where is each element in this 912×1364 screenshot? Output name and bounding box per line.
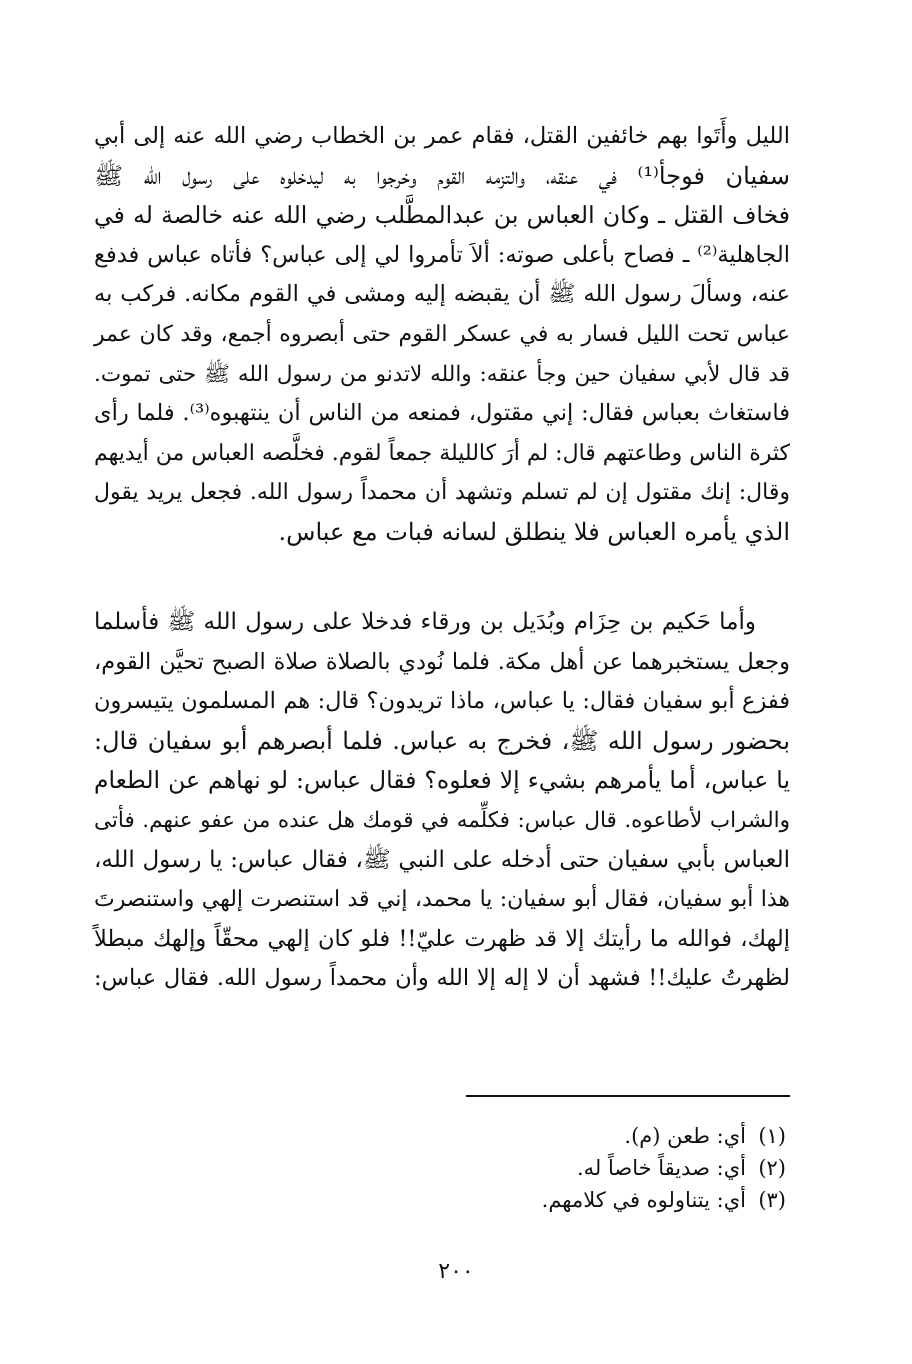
text-line: عنه، وسألَ رسول الله ﷺ أن يقبضه إليه ومشى في القوم مكانه. فركب به: [94, 281, 790, 308]
footnote-text: أي: طعن (م).: [624, 1124, 746, 1148]
text-line: الجاهلية⁽²⁾ ـ فصاح بأعلى صوته: ألاَ تأمروا لي إلى عباس؟ فأتاه عباس فدفع: [94, 241, 790, 268]
footnote-divider: [466, 1095, 790, 1097]
footnote-item: [400, 1152, 786, 1184]
text-line: العباس بأبي سفيان حتى أدخله على النبي ﷺ، فقال عباس: يا رسول الله،: [94, 846, 790, 873]
text-line: هذا أبو سفيان، فقال أبو سفيان: يا محمد، إني قد استنصرت إلهي واستنصرتَ: [94, 887, 790, 913]
text-line: فاستغاث بعباس فقال: إني مقتول، فمنعه من الناس أن ينتهبوه⁽³⁾. فلما رأى: [94, 400, 790, 427]
text-line: قد قال لأبي سفيان حين وجأ عنقه: والله لاتدنو من رسول الله ﷺ حتى تموت.: [94, 361, 790, 387]
text-line: بحضور رسول الله ﷺ، فخرج به عباس. فلما أبصرهم أبو سفيان قال:: [94, 726, 791, 755]
paragraph-2: [94, 603, 790, 999]
text-line: الذي يأمره العباس فلا ينطلق لسانه فبات مع عباس.: [278, 517, 790, 546]
text-line: عباس تحت الليل فسار به في عسكر القوم حتى أبصروه أجمع، وقد كان عمر: [94, 321, 790, 347]
text-line: الليل وأَتَوا بهم خائفين القتل، فقام عمر بن الخطاب رضي الله عنه إلى أبي: [94, 123, 790, 149]
footnote-number: (٣): [758, 1188, 786, 1212]
page-number: ٢٠٠: [438, 1259, 474, 1284]
paragraph-1: [94, 117, 790, 553]
text-line: إلهك، فوالله ما رأيتك إلا قد ظهرت عليّ!! فلو كان إلهي محقّاً وإلهك مبطلاً: [94, 925, 790, 952]
text-line: وقال: إنك مقتول إن لم تسلم وتشهد أن محمداً رسول الله. فجعل يريد يقول: [94, 480, 790, 506]
footnote-number: (١): [758, 1124, 786, 1148]
text-line: وأما حَكيم بن حِزَام وبُدَيل بن ورقاء فدخلا على رسول الله ﷺ فأسلما: [94, 609, 756, 635]
text-line: سفيان فوجأ⁽¹⁾ في عنقه، والتزمه القوم وخرجوا به ليدخلوه على رسول الله ﷺ: [94, 161, 790, 190]
text-line: ففزع أبو سفيان فقال: يا عباس، ماذا تريدون؟ قال: هم المسلمون يتيسرون: [94, 688, 790, 715]
text-line: فخاف القتل ـ وكان العباس بن عبدالمطَّلب رضي الله عنه خالصة له في: [94, 201, 790, 230]
text-line: وجعل يستخبرهما عن أهل مكة. فلما نُودي بالصلاة صلاة الصبح تحيَّن القوم،: [94, 648, 790, 675]
footnote-text: أي: يتناولوه في كلامهم.: [541, 1188, 746, 1212]
footnote-item: [400, 1184, 786, 1216]
text-line: والشراب لأطاعوه. قال عباس: فكلِّمه في قومك هل عنده من عفو عنهم. فأتى: [94, 807, 790, 833]
footnote-item: [400, 1120, 786, 1152]
text-line: لظهرتُ عليك!! فشهد أن لا إله إلا الله وأن محمداً رسول الله. فقال عباس:: [94, 965, 790, 992]
footnotes: [400, 1120, 786, 1216]
footnote-text: أي: صديقاً خاصاً له.: [576, 1156, 746, 1180]
footnote-number: (٢): [758, 1156, 786, 1180]
text-line: يا عباس، أما يأمرهم بشيء إلا فعلوه؟ فقال عباس: لو نهاهم عن الطعام: [94, 766, 790, 795]
text-line: كثرة الناس وطاعتهم قال: لم أرَ كالليلة جمعاً لقوم. فخلَّصه العباس من أيديهم: [94, 440, 790, 466]
